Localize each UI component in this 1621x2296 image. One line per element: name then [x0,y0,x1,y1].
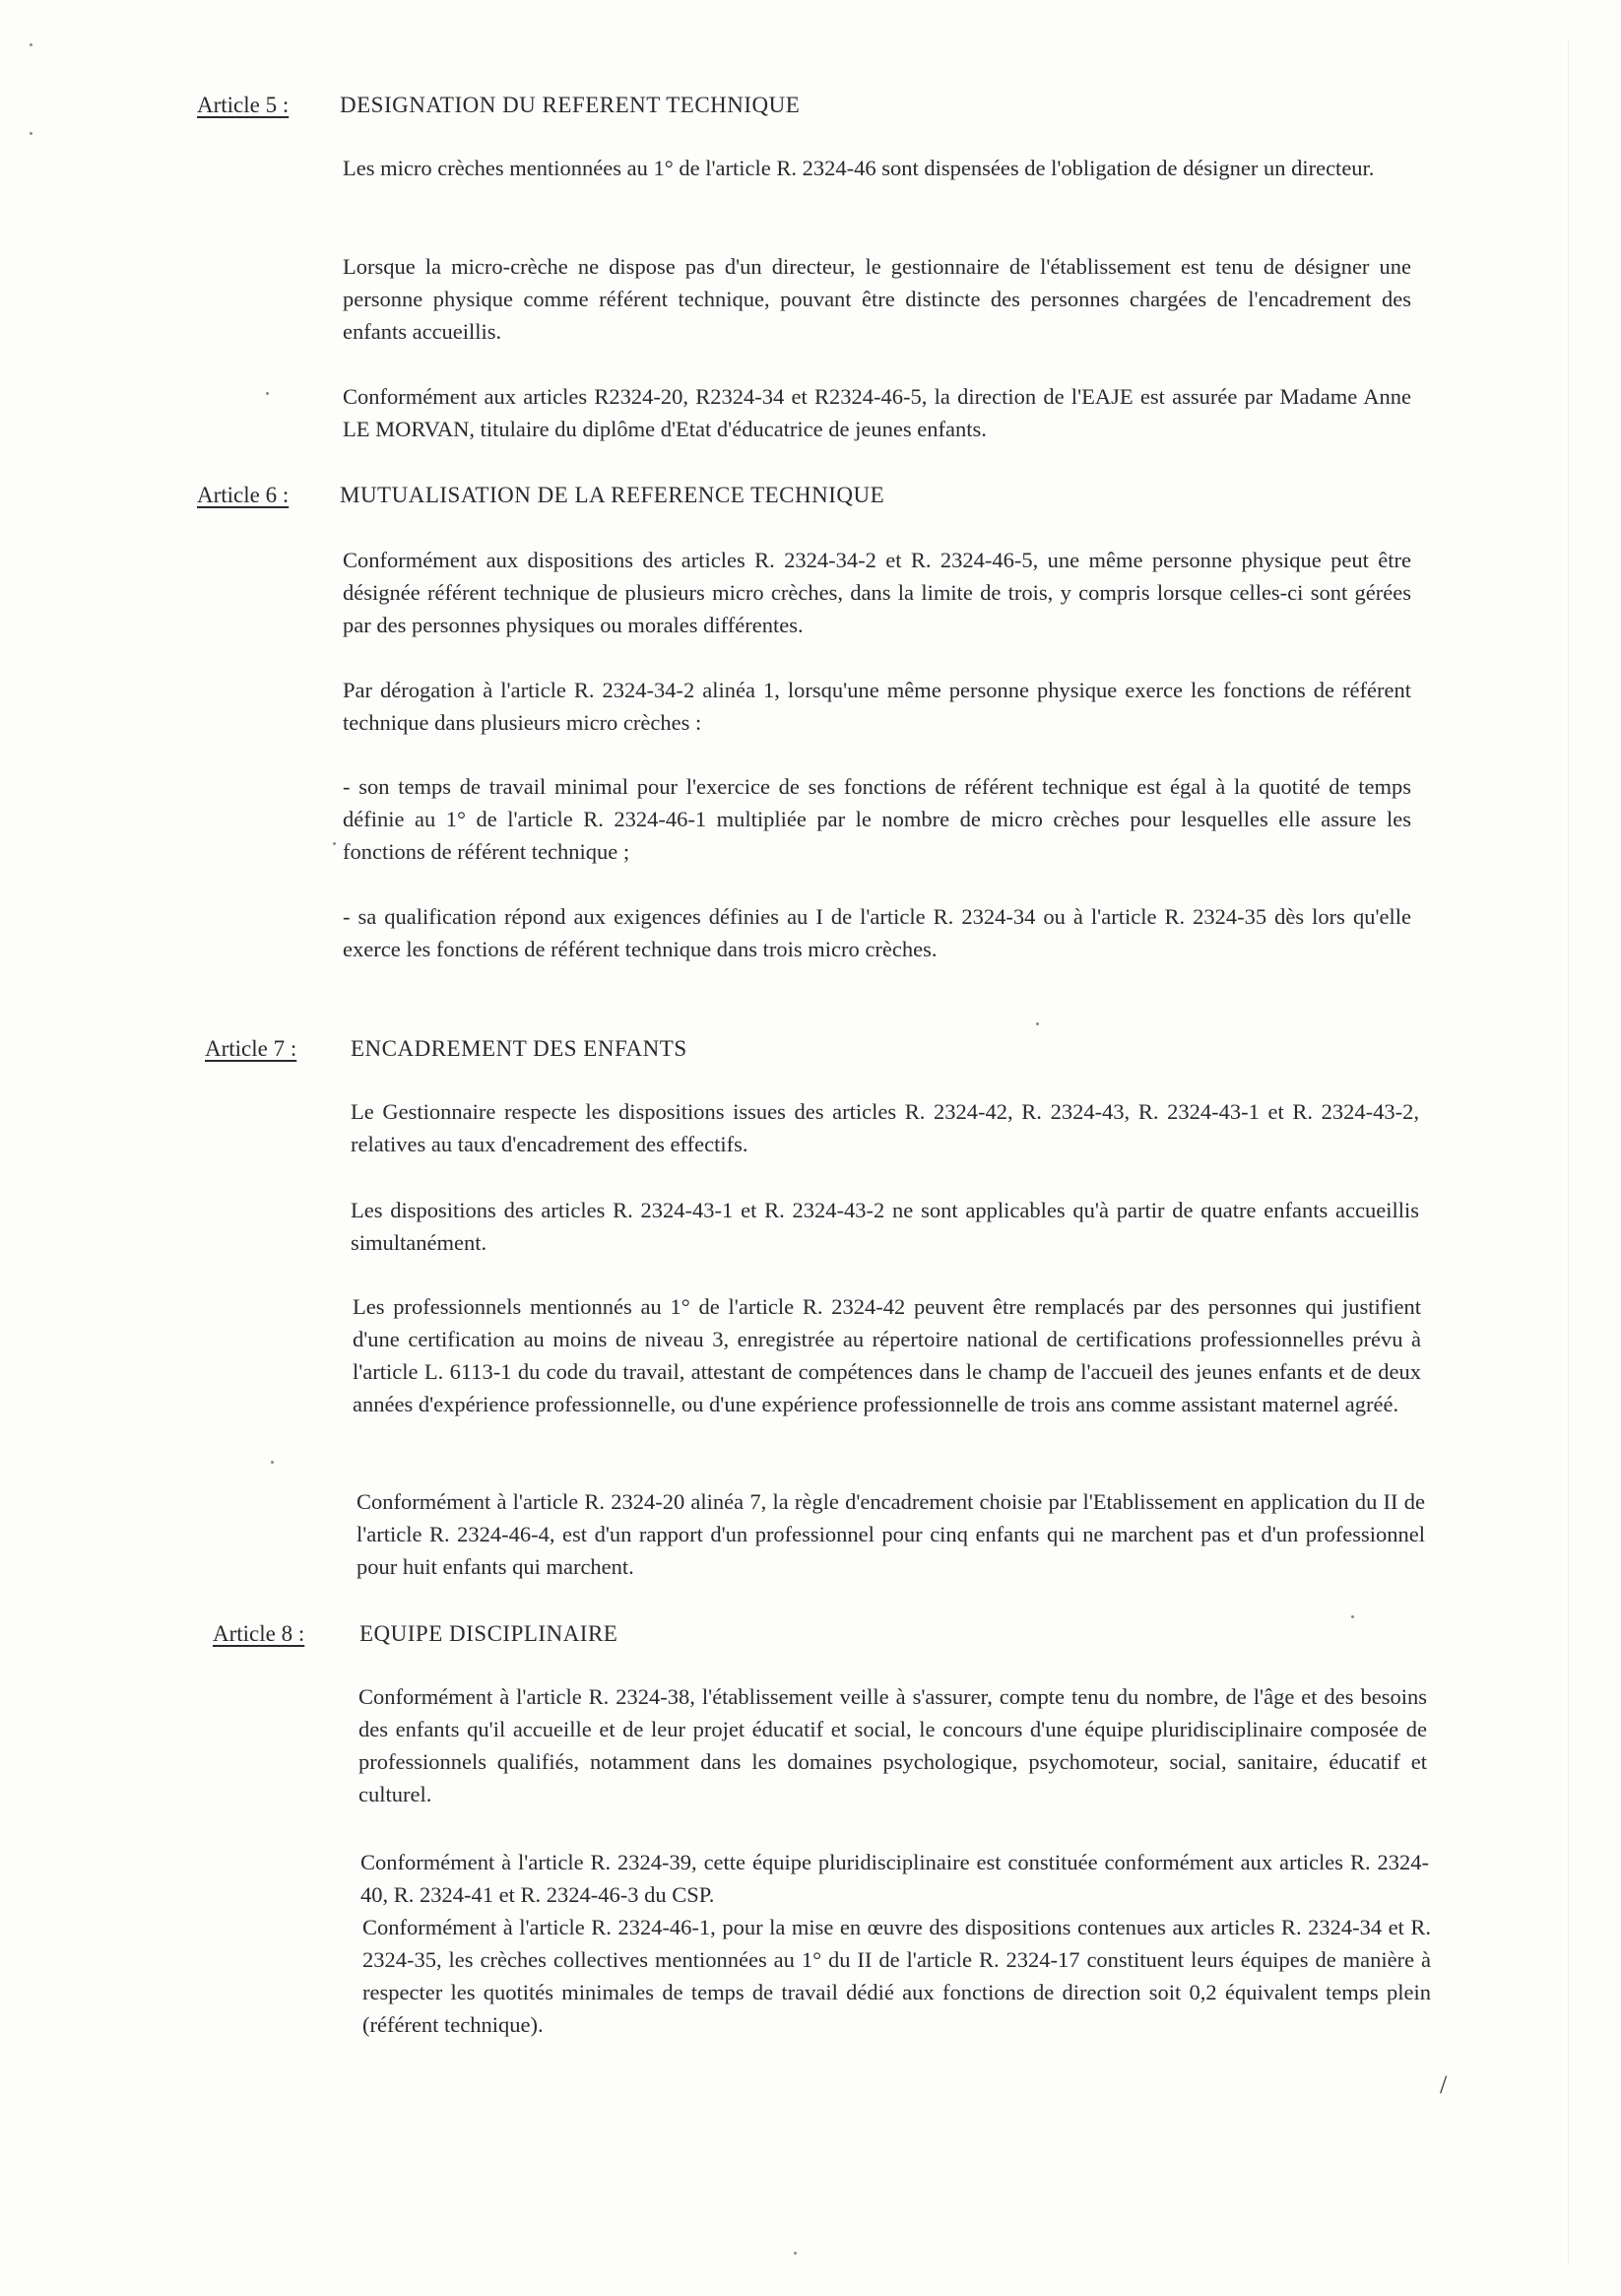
scan-speck [30,43,32,46]
article-label: Article 6 : [197,483,290,507]
article-paragraph: Conformément à l'article R. 2324-39, cette équipe pluridisciplinaire est constituée conformément aux articles R. 2324-40, R. 2324-41 et R. 2324-46-3 du CSP. [360,1850,1429,1907]
scan-speck [271,1461,274,1464]
article-paragraph: Conformément à l'article R. 2324-38, l'établissement veille à s'assurer, compte tenu du nombre, de l'âge et des besoins des enfants qu'il accueille et de leur projet éducatif et social, le concours d'une équipe pluridisciplinaire composée de professionnels qualifiés, notamment dans les domaines psychologique, psychomoteur, social, sanitaire, éducatif et culturel. [358,1684,1427,1806]
article-title: EQUIPE DISCIPLINAIRE [359,1621,618,1646]
scan-speck [266,392,269,395]
article-paragraph: Par dérogation à l'article R. 2324-34-2 alinéa 1, lorsqu'une même personne physique exerce les fonctions de référent technique dans plusieurs micro crèches : [343,678,1411,735]
scan-speck [333,842,336,845]
article-paragraph: Lorsque la micro-crèche ne dispose pas d'un directeur, le gestionnaire de l'établissement est tenu de désigner une personne physique comme référent technique, pouvant être distincte des personnes chargées de l'encadrement des enfants accueillis. [343,254,1411,344]
article-title: DESIGNATION DU REFERENT TECHNIQUE [340,93,801,117]
article-title: MUTUALISATION DE LA REFERENCE TECHNIQUE [340,483,885,507]
article-paragraph: Les professionnels mentionnés au 1° de l'article R. 2324-42 peuvent être remplacés par des personnes qui justifient d'une certification au moins de niveau 3, enregistrée au répertoire national de certifications professionnelles prévu à l'article L. 6113-1 du code du travail, attestant de compétences dans le champ de l'accueil des jeunes enfants et de deux années d'expérience professionnelle, ou d'une expérience professionnelle de trois ans comme assistant maternel agréé. [353,1294,1421,1416]
article-paragraph: Conformément à l'article R. 2324-20 alinéa 7, la règle d'encadrement choisie par l'Etablissement en application du II de l'article R. 2324-46-4, est d'un rapport d'un professionnel pour cinq enfants qui ne marchent pas et d'un professionnel pour huit enfants qui marchent. [357,1489,1425,1579]
scan-edge [1568,39,1569,2265]
article-label: Article 8 : [213,1621,305,1646]
scan-speck [1351,1615,1354,1618]
article-paragraph: - son temps de travail minimal pour l'exercice de ses fonctions de référent technique est égal à la quotité de temps définie au 1° de l'article R. 2324-46-1 multipliée par le nombre de micro crèches pour lesquelles elle assure les fonctions de référent technique ; [343,774,1411,864]
article-label: Article 7 : [205,1036,297,1061]
scan-speck [794,2252,797,2255]
scan-speck [30,132,32,135]
article-paragraph: - sa qualification répond aux exigences définies au I de l'article R. 2324-34 ou à l'article R. 2324-35 dès lors qu'elle exerce les fonctions de référent technique dans trois micro crèches. [343,904,1411,961]
article-title: ENCADREMENT DES ENFANTS [351,1036,687,1061]
article-label: Article 5 : [197,93,290,117]
scan-speck [1036,1022,1039,1025]
article-paragraph: Conformément aux articles R2324-20, R2324-34 et R2324-46-5, la direction de l'EAJE est assurée par Madame Anne LE MORVAN, titulaire du diplôme d'Etat d'éducatrice de jeunes enfants. [343,384,1411,441]
article-paragraph: Le Gestionnaire respecte les dispositions issues des articles R. 2324-42, R. 2324-43, R. 2324-43-1 et R. 2324-43-2, relatives au taux d'encadrement des effectifs. [351,1099,1419,1156]
article-paragraph: Conformément à l'article R. 2324-46-1, pour la mise en œuvre des dispositions contenues aux articles R. 2324-34 et R. 2324-35, les crèches collectives mentionnées au 1° du II de l'article R. 2324-17 constituent leurs équipes de manière à respecter les quotités minimales de temps de travail dédié aux fonctions de direction soit 0,2 équivalent temps plein (référent technique). [362,1915,1431,2037]
article-paragraph: Les micro crèches mentionnées au 1° de l'article R. 2324-46 sont dispensées de l'obligation de désigner un directeur. [343,156,1375,180]
article-paragraph: Les dispositions des articles R. 2324-43-1 et R. 2324-43-2 ne sont applicables qu'à partir de quatre enfants accueillis simultanément. [351,1198,1419,1255]
article-paragraph: Conformément aux dispositions des articles R. 2324-34-2 et R. 2324-46-5, une même personne physique peut être désignée référent technique de plusieurs micro crèches, dans la limite de trois, y compris lorsque celles-ci sont gérées par des personnes physiques ou morales différentes. [343,548,1411,637]
page-mark: / [1440,2070,1448,2099]
